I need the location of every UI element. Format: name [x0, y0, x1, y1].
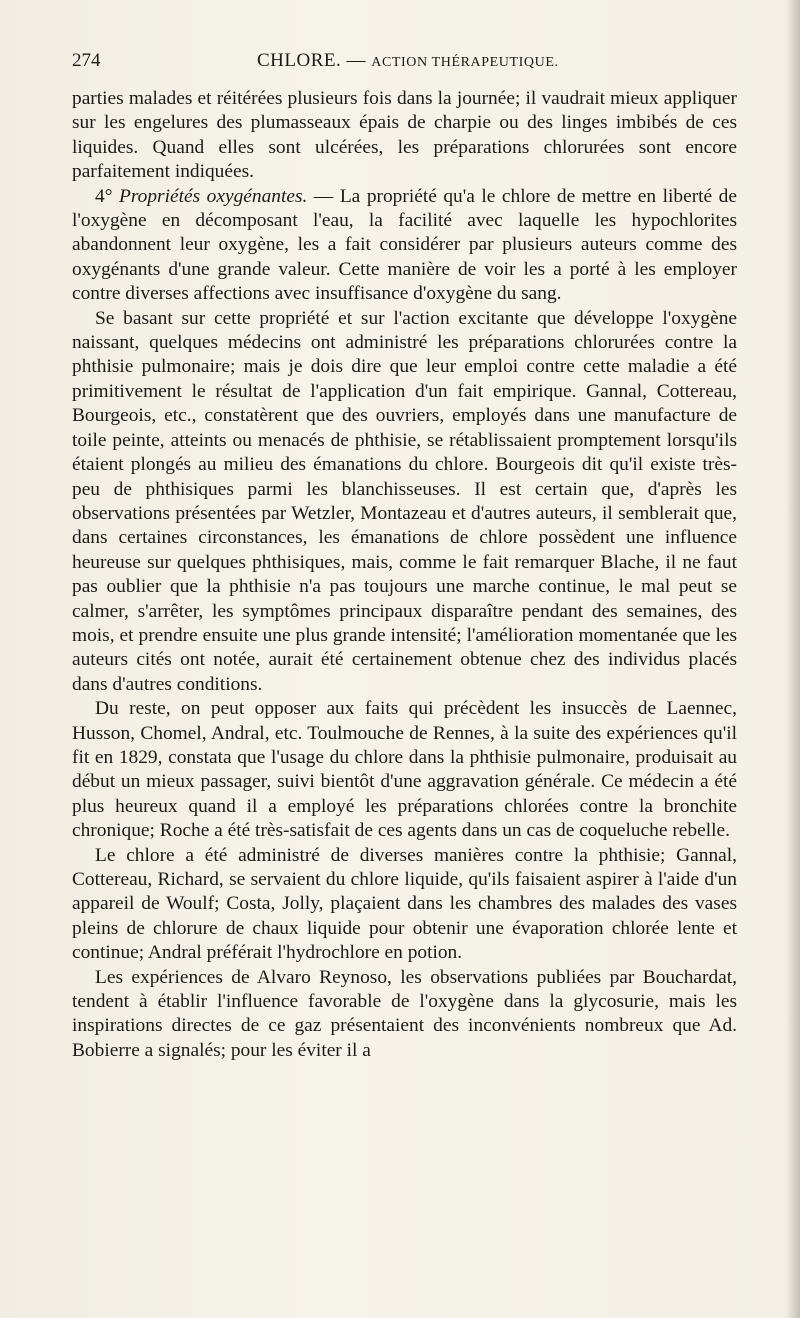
running-title-main: CHLORE.: [257, 50, 342, 71]
running-header: [72, 50, 737, 76]
body-text: [72, 87, 737, 1063]
paragraph-oxygenating-properties: [72, 185, 737, 307]
paragraph-administration: Le chlore a été administré de diverses manières contre la phthisie; Gannal, Cottereau, Richard, se servaient du chlore liquide, qu'ils faisaient aspirer à l'aide d'un appareil de Woulf; Costa, Jolly, plaçaient dans les chambres des malades des vases pleins de chlorure de chaux liquide pour obtenir une évaporation chlorée lente et continue; Andral préférait l'hydrochlore en potion.: [72, 844, 737, 964]
section-text: — La propriété qu'a le chlore de mettre en liberté de l'oxygène en décomposant l'eau, la facilité avec laquelle les hypochlorites abandonnent leur oxygène, les a fait considérer par plusieurs auteurs comme des oxygénants d'une grande valeur. Cette manière de voir les a porté à les employer contre diverses affections avec insuffisance d'oxygène du sang.: [72, 185, 737, 305]
page-number: 274: [72, 50, 101, 71]
paragraph-insuccess: Du reste, on peut opposer aux faits qui précèdent les insuccès de Laennec, Husson, Chomel, Andral, etc. Toulmouche de Rennes, à la suite des expériences qu'il fit en 1829, constata que l'usage du chlore dans la phthisie pulmonaire, produisait au début un mieux passager, suivi bientôt d'une aggravation générale. Ce médecin a été plus heureux quand il a employé les préparations chlorées contre la bronchite chronique; Roche a été très-satisfait de ces agents dans un cas de coqueluche rebelle.: [72, 698, 737, 842]
running-title-dash: —: [341, 50, 372, 71]
paragraph-glycosuria: Les expériences de Alvaro Reynoso, les observations publiées par Bouchardat, tendent à établir l'influence favorable de l'oxygène dans la glycosurie, mais les inspirations directes de ce gaz présentaient des inconvénients nombreux que Ad. Bobierre a signalés; pour les éviter il a: [72, 966, 737, 1061]
section-number: 4°: [95, 185, 119, 207]
running-title-sub: ACTION THÉRAPEUTIQUE.: [371, 55, 559, 70]
section-heading: Propriétés oxygénantes.: [119, 185, 308, 207]
paragraph-phthisis: Se basant sur cette propriété et sur l'action excitante que développe l'oxygène naissant, quelques médecins ont administré les préparations chlorurées contre la phthisie pulmonaire; mais je dois dire que leur emploi contre cette maladie a été primitivement le résultat de l'application d'un fait empirique. Gannal, Cottereau, Bourgeois, etc., constatèrent que des ouvriers, employés dans une manufacture de toile peinte, atteints ou menacés de phthisie, se rétablissaient promptement lorsqu'ils étaient plongés au milieu des émanations du chlore. Bourgeois dit qu'il existe très-peu de phthisiques parmi les blanchisseuses. Il est certain que, d'après les observations présentées par Wetzler, Montazeau et d'autres auteurs, il semblerait que, dans certaines circonstances, les émanations de chlore possèdent une influence heureuse sur quelques phthisiques, mais, comme le fait remarquer Blache, il ne faut pas oublier que la phthisie n'a pas toujours une marche continue, le mal peut se calmer, s'arrêter, les symptômes principaux disparaître pendant des semaines, des mois, et prendre ensuite une plus grande intensité; l'amélioration momentanée que les auteurs cités ont notée, aurait été certainement obtenue chez des individus placés dans d'autres conditions.: [72, 307, 737, 695]
page-edge-shadow: [786, 0, 800, 1318]
paragraph-continued: parties malades et réitérées plusieurs fois dans la journée; il vaudrait mieux appliquer sur les engelures des plumasseaux épais de charpie ou des linges imbibés de ces liquides. Quand elles sont ulcérées, les préparations chlorurées sont encore parfaitement indiquées.: [72, 88, 737, 183]
running-title: [257, 50, 559, 72]
